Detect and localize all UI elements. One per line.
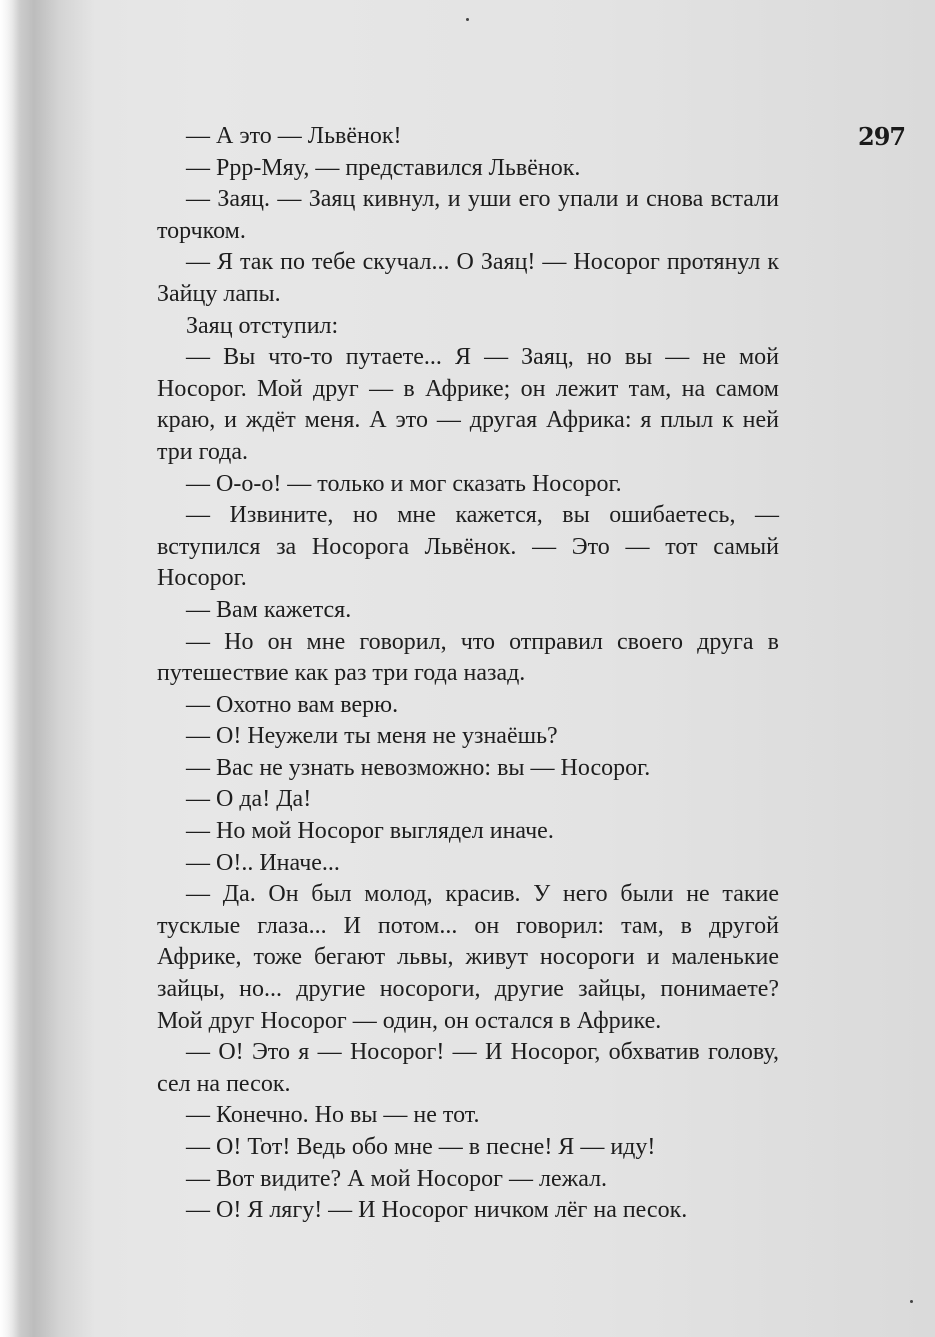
page-number: 297 — [858, 122, 906, 151]
paragraph: — Вот видите? А мой Носорог — лежал. — [186, 1165, 608, 1192]
paragraph: — О да! Да! — [186, 786, 312, 813]
body-text — [157, 121, 779, 1227]
paragraph: Заяц отступил: — [186, 312, 339, 339]
paragraph: — Вам кажется. — [186, 596, 352, 623]
paragraph: — О-о-о! — только и мог сказать Носорог. — [186, 470, 622, 497]
paragraph: — О! Это я — Носорог! — И Носорог, обхватив голову, сел на песок. — [157, 1039, 779, 1097]
paragraph: — О!.. Иначе... — [186, 849, 340, 876]
paragraph: — А это — Львёнок! — [186, 123, 402, 149]
paragraph: — Я так по тебе скучал... О Заяц! — Носорог протянул к Зайцу лапы. — [157, 249, 779, 307]
stray-dot — [910, 1300, 913, 1303]
paragraph: — Конечно. Но вы — не тот. — [186, 1102, 480, 1129]
paragraph: — Ррр-Мяу, — представился Львёнок. — [186, 154, 581, 181]
paragraph: — Но мой Носорог выглядел иначе. — [186, 818, 554, 845]
paragraph: — Вас не узнать невозможно: вы — Носорог. — [186, 754, 651, 781]
paragraph: — Но он мне говорил, что отправил своего друга в путешествие как раз три года назад. — [157, 628, 779, 687]
paragraph: — Да. Он был молод, красив. У него были не такие тусклые глаза... И потом... он говорил: там, в другой Африке, тоже бегают львы, живут носороги и маленькие зайцы, но... другие носороги, другие зайцы, понимаете? Мой друг Носорог — один, он остался в Африке. — [157, 881, 779, 1034]
paragraph: — О! Неужели ты меня не узнаёшь? — [186, 723, 558, 750]
paragraph: — Вы что-то путаете... Я — Заяц, но вы — не мой Носорог. Мой друг — в Африке; он лежит там, на самом краю, и ждёт меня. А это — другая Африка: я плыл к ней три года. — [157, 344, 779, 465]
paragraph: — Охотно вам верю. — [186, 691, 399, 718]
paragraph: — Заяц. — Заяц кивнул, и уши его упали и снова встали торчком. — [157, 186, 779, 244]
paragraph: — О! Я лягу! — И Носорог ничком лёг на песок. — [186, 1197, 688, 1224]
paragraph: — Извините, но мне кажется, вы ошибаетесь, — вступился за Носорога Львёнок. — Это — тот самый Носорог. — [157, 502, 779, 592]
paragraph: — О! Тот! Ведь обо мне — в песне! Я — иду! — [186, 1134, 656, 1160]
gutter-shadow — [0, 0, 120, 1337]
stray-dot — [466, 18, 469, 21]
